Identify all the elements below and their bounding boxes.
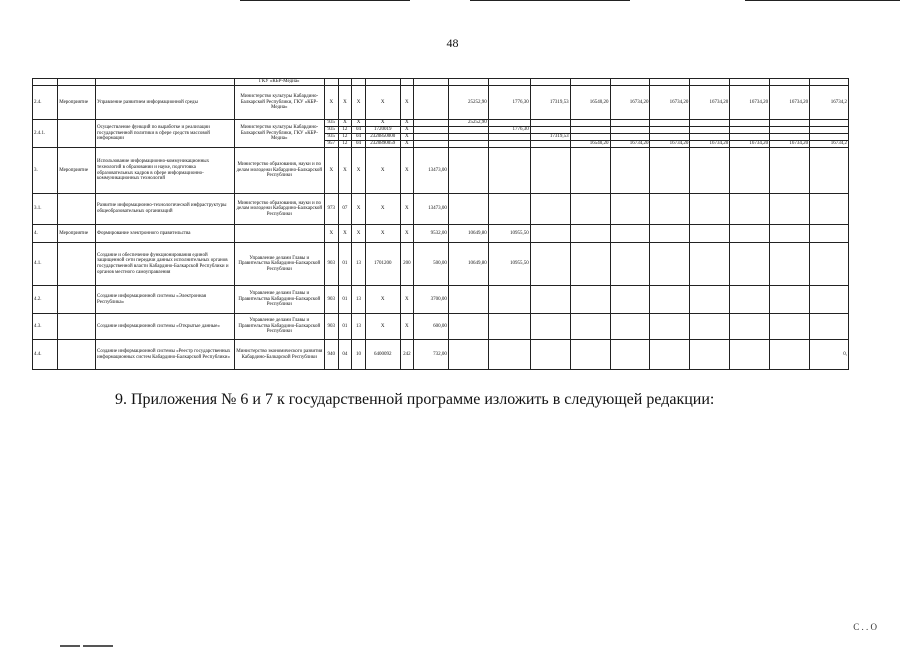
grbs-cell: 973 bbox=[324, 194, 338, 225]
value-cell bbox=[810, 286, 849, 314]
value-cell: 16734,2 bbox=[810, 141, 849, 148]
value-cell: 16734,20 bbox=[730, 141, 770, 148]
row-number-cell: 2.4.1. bbox=[33, 120, 58, 148]
value-cell: 16734,2 bbox=[810, 86, 849, 120]
executor-cell: Управление делами Главы и Правительства Кабардино-Балкарской Республики bbox=[234, 286, 324, 314]
rz-cell: X bbox=[338, 120, 352, 127]
type-cell: Мероприятие bbox=[58, 148, 96, 194]
value-cell: 9532,00 bbox=[414, 225, 449, 243]
name-cell: Создание информационной системы «Открытые данные» bbox=[96, 314, 235, 340]
value-cell bbox=[530, 148, 570, 194]
value-cell bbox=[650, 134, 690, 141]
executor-cell: Управление делами Главы и Правительства Кабардино-Балкарской Республики bbox=[234, 314, 324, 340]
table-row bbox=[33, 79, 849, 86]
grbs-cell: 903 bbox=[324, 243, 338, 286]
rz-cell: 01 bbox=[338, 243, 352, 286]
value-cell bbox=[650, 148, 690, 194]
value-cell bbox=[610, 120, 650, 127]
value-cell bbox=[810, 225, 849, 243]
top-rule-mid bbox=[470, 0, 630, 1]
name-cell: Создание и обеспечение функционирования единой защищенной сети передачи данных исполнительных органов государственной власти Кабардино-Балкарской Республики и органов местного самоуправления bbox=[96, 243, 235, 286]
grbs-cell: 935 bbox=[324, 134, 338, 141]
value-cell bbox=[770, 120, 810, 127]
value-cell: 16734,20 bbox=[770, 86, 810, 120]
value-cell bbox=[414, 141, 449, 148]
executor-cell bbox=[234, 225, 324, 243]
value-cell bbox=[570, 127, 610, 134]
name-cell: Использование информационно-коммуникационных технологий в образовании и науке, подготовка образовательных кадров в сфере информационно-коммуникационных технологий bbox=[96, 148, 235, 194]
table-row bbox=[33, 225, 849, 243]
executor-cell: Управление делами Главы и Правительства Кабардино-Балкарской Республики bbox=[234, 243, 324, 286]
vr-cell: 200 bbox=[400, 243, 414, 286]
pr-cell: X bbox=[352, 225, 366, 243]
type-cell: Мероприятие bbox=[58, 86, 96, 120]
value-cell: 0, bbox=[810, 340, 849, 370]
grbs-cell: 903 bbox=[324, 314, 338, 340]
value-cell: 10649,80 bbox=[448, 243, 488, 286]
csr-cell: 6400092 bbox=[365, 340, 400, 370]
vr-cell: X bbox=[400, 134, 414, 141]
value-cell bbox=[448, 148, 488, 194]
value-cell bbox=[448, 286, 488, 314]
grbs-cell: X bbox=[324, 86, 338, 120]
pr-cell: X bbox=[352, 86, 366, 120]
type-cell bbox=[58, 314, 96, 340]
value-cell bbox=[650, 127, 690, 134]
row-number-cell: 4.4. bbox=[33, 340, 58, 370]
value-cell bbox=[770, 225, 810, 243]
value-cell bbox=[650, 243, 690, 286]
value-cell bbox=[770, 194, 810, 225]
vr-cell: X bbox=[400, 194, 414, 225]
value-cell bbox=[730, 134, 770, 141]
value-cell bbox=[530, 314, 570, 340]
value-cell bbox=[530, 340, 570, 370]
value-cell bbox=[690, 127, 730, 134]
value-cell bbox=[730, 148, 770, 194]
value-cell: 25252,90 bbox=[448, 86, 488, 120]
pr-cell: 13 bbox=[352, 243, 366, 286]
value-cell bbox=[690, 286, 730, 314]
value-cell bbox=[690, 134, 730, 141]
row-number-cell: 4.2. bbox=[33, 286, 58, 314]
value-cell bbox=[530, 141, 570, 148]
value-cell bbox=[448, 194, 488, 225]
value-cell: 1776,30 bbox=[488, 127, 530, 134]
value-cell: 16734,20 bbox=[690, 141, 730, 148]
rz-cell: 01 bbox=[338, 286, 352, 314]
value-cell bbox=[488, 148, 530, 194]
grbs-cell: 957 bbox=[324, 141, 338, 148]
executor-cell: Министерство образования, науки и по делам молодежи Кабардино-Балкарской Республики bbox=[234, 194, 324, 225]
rz-cell: 12 bbox=[338, 141, 352, 148]
value-cell: 13473,00 bbox=[414, 148, 449, 194]
value-cell: 732,00 bbox=[414, 340, 449, 370]
value-cell bbox=[690, 314, 730, 340]
value-cell bbox=[530, 225, 570, 243]
value-cell bbox=[650, 194, 690, 225]
type-cell bbox=[58, 194, 96, 225]
name-cell: Формирование электронного правительства bbox=[96, 225, 235, 243]
value-cell bbox=[610, 148, 650, 194]
type-cell bbox=[58, 243, 96, 286]
executor-cell: ГКУ «КБР-Медиа» bbox=[234, 79, 324, 86]
value-cell bbox=[770, 286, 810, 314]
value-cell: 16734,20 bbox=[690, 86, 730, 120]
vr-cell: X bbox=[400, 120, 414, 127]
csr-cell: X bbox=[365, 148, 400, 194]
pr-cell: X bbox=[352, 120, 366, 127]
vr-cell: 242 bbox=[400, 340, 414, 370]
pr-cell: X bbox=[352, 194, 366, 225]
table-row bbox=[33, 286, 849, 314]
table-row bbox=[33, 120, 849, 127]
value-cell: 3700,00 bbox=[414, 286, 449, 314]
paragraph-text: 9. Приложения № 6 и 7 к государственной программе изложить в следующей редакции: bbox=[115, 391, 715, 408]
pr-cell: 10 bbox=[352, 340, 366, 370]
table-row bbox=[33, 86, 849, 120]
value-cell: 16734,20 bbox=[610, 86, 650, 120]
page-number: 48 bbox=[446, 36, 459, 50]
value-cell: 16734,20 bbox=[650, 86, 690, 120]
value-cell bbox=[414, 134, 449, 141]
value-cell bbox=[448, 134, 488, 141]
top-rule-right bbox=[745, 0, 900, 1]
value-cell bbox=[730, 120, 770, 127]
vr-cell: X bbox=[400, 286, 414, 314]
value-cell: 25252,90 bbox=[448, 120, 488, 127]
rz-cell: 07 bbox=[338, 194, 352, 225]
pr-cell: 04 bbox=[352, 134, 366, 141]
value-cell bbox=[414, 86, 449, 120]
footer-mark: С . . О bbox=[853, 622, 877, 632]
value-cell: 10955,50 bbox=[488, 225, 530, 243]
type-cell: Мероприятие bbox=[58, 225, 96, 243]
value-cell: 10649,80 bbox=[448, 225, 488, 243]
value-cell bbox=[690, 225, 730, 243]
value-cell bbox=[730, 340, 770, 370]
executor-cell: Министерство культуры Кабардино-Балкарской Республики, ГКУ «КБР-Медиа» bbox=[234, 120, 324, 148]
value-cell bbox=[448, 340, 488, 370]
csr-cell: X bbox=[365, 225, 400, 243]
value-cell bbox=[610, 314, 650, 340]
value-cell: 10955,50 bbox=[488, 243, 530, 286]
value-cell: 16734,20 bbox=[770, 141, 810, 148]
value-cell bbox=[650, 314, 690, 340]
value-cell bbox=[610, 134, 650, 141]
value-cell bbox=[770, 340, 810, 370]
csr-cell: X bbox=[365, 314, 400, 340]
row-number-cell: 4.1. bbox=[33, 243, 58, 286]
pr-cell: 04 bbox=[352, 141, 366, 148]
name-cell: Создание информационной системы «Электронная Республика» bbox=[96, 286, 235, 314]
value-cell bbox=[690, 148, 730, 194]
row-number-cell: 4.3. bbox=[33, 314, 58, 340]
rz-cell: X bbox=[338, 86, 352, 120]
top-rule-left bbox=[240, 0, 410, 1]
table-row bbox=[33, 314, 849, 340]
value-cell bbox=[770, 314, 810, 340]
rz-cell: 01 bbox=[338, 314, 352, 340]
value-cell: 600,00 bbox=[414, 314, 449, 340]
grbs-cell: X bbox=[324, 148, 338, 194]
rz-cell: 12 bbox=[338, 134, 352, 141]
executor-cell: Министерство экономического развития Кабардино-Балкарской Республики bbox=[234, 340, 324, 370]
row-number-cell: 3.1. bbox=[33, 194, 58, 225]
value-cell bbox=[810, 314, 849, 340]
type-cell bbox=[58, 286, 96, 314]
value-cell bbox=[810, 127, 849, 134]
name-cell: Развитие информационно-технологической инфраструктуры общеобразовательных организаций bbox=[96, 194, 235, 225]
value-cell bbox=[570, 314, 610, 340]
rz-cell: X bbox=[338, 225, 352, 243]
value-cell bbox=[530, 120, 570, 127]
value-cell: 16540,20 bbox=[570, 86, 610, 120]
value-cell bbox=[570, 286, 610, 314]
value-cell bbox=[570, 148, 610, 194]
value-cell bbox=[488, 286, 530, 314]
vr-cell: X bbox=[400, 86, 414, 120]
type-cell bbox=[58, 340, 96, 370]
value-cell bbox=[690, 194, 730, 225]
name-cell: Осуществление функций по выработке и реализации государственной политики в сфере средств массовой информации bbox=[96, 120, 235, 148]
value-cell bbox=[610, 225, 650, 243]
value-cell bbox=[650, 340, 690, 370]
value-cell bbox=[650, 225, 690, 243]
rz-cell: 04 bbox=[338, 340, 352, 370]
grbs-cell: 903 bbox=[324, 286, 338, 314]
csr-cell: X bbox=[365, 194, 400, 225]
value-cell bbox=[570, 120, 610, 127]
table-body bbox=[33, 79, 849, 370]
vr-cell: X bbox=[400, 141, 414, 148]
value-cell bbox=[414, 127, 449, 134]
grbs-cell: X bbox=[324, 225, 338, 243]
value-cell bbox=[570, 225, 610, 243]
vr-cell: X bbox=[400, 225, 414, 243]
value-cell bbox=[730, 225, 770, 243]
value-cell bbox=[730, 243, 770, 286]
value-cell bbox=[730, 286, 770, 314]
csr-cell: 2320890059 bbox=[365, 141, 400, 148]
value-cell bbox=[730, 314, 770, 340]
value-cell bbox=[530, 243, 570, 286]
value-cell bbox=[570, 134, 610, 141]
name-cell: Управление развитием информационной среды bbox=[96, 86, 235, 120]
vr-cell: X bbox=[400, 314, 414, 340]
csr-cell: X bbox=[365, 86, 400, 120]
value-cell bbox=[610, 286, 650, 314]
table-row bbox=[33, 148, 849, 194]
table-row bbox=[33, 194, 849, 225]
csr-cell: 1720019 bbox=[365, 127, 400, 134]
value-cell bbox=[610, 243, 650, 286]
value-cell: 16734,20 bbox=[730, 86, 770, 120]
value-cell bbox=[488, 314, 530, 340]
program-table bbox=[32, 78, 849, 370]
value-cell bbox=[448, 127, 488, 134]
table-row bbox=[33, 243, 849, 286]
vr-cell: X bbox=[400, 127, 414, 134]
value-cell bbox=[610, 340, 650, 370]
value-cell: 500,00 bbox=[414, 243, 449, 286]
executor-cell: Министерство образования, науки и по делам молодежи Кабардино-Балкарской Республики bbox=[234, 148, 324, 194]
value-cell bbox=[730, 127, 770, 134]
executor-cell: Министерство культуры Кабардино-Балкарской Республики, ГКУ «КБР-Медиа» bbox=[234, 86, 324, 120]
grbs-cell: 935 bbox=[324, 120, 338, 127]
value-cell bbox=[770, 127, 810, 134]
value-cell bbox=[488, 134, 530, 141]
value-cell bbox=[810, 194, 849, 225]
pr-cell: 13 bbox=[352, 314, 366, 340]
value-cell bbox=[488, 194, 530, 225]
type-cell bbox=[58, 120, 96, 148]
rz-cell: 12 bbox=[338, 127, 352, 134]
bottom-cut-text bbox=[60, 634, 130, 640]
value-cell: 13473,00 bbox=[414, 194, 449, 225]
value-cell: 1776,30 bbox=[488, 86, 530, 120]
value-cell bbox=[810, 243, 849, 286]
value-cell bbox=[570, 243, 610, 286]
value-cell: 16734,20 bbox=[610, 141, 650, 148]
value-cell bbox=[770, 134, 810, 141]
value-cell bbox=[488, 141, 530, 148]
value-cell bbox=[488, 120, 530, 127]
value-cell bbox=[414, 120, 449, 127]
csr-cell: 2320850000 bbox=[365, 134, 400, 141]
row-number-cell: 3. bbox=[33, 148, 58, 194]
value-cell bbox=[810, 148, 849, 194]
value-cell: 17319,53 bbox=[530, 134, 570, 141]
pr-cell: X bbox=[352, 148, 366, 194]
value-cell bbox=[530, 194, 570, 225]
value-cell bbox=[650, 120, 690, 127]
value-cell bbox=[530, 286, 570, 314]
pr-cell: 04 bbox=[352, 127, 366, 134]
value-cell bbox=[610, 127, 650, 134]
rz-cell: X bbox=[338, 148, 352, 194]
value-cell bbox=[770, 243, 810, 286]
value-cell: 17319,53 bbox=[530, 86, 570, 120]
value-cell bbox=[448, 314, 488, 340]
csr-cell: X bbox=[365, 120, 400, 127]
value-cell bbox=[488, 340, 530, 370]
value-cell bbox=[690, 243, 730, 286]
value-cell bbox=[570, 340, 610, 370]
row-number-cell: 4. bbox=[33, 225, 58, 243]
csr-cell: 1701200 bbox=[365, 243, 400, 286]
pr-cell: 13 bbox=[352, 286, 366, 314]
grbs-cell: 935 bbox=[324, 127, 338, 134]
value-cell bbox=[690, 340, 730, 370]
grbs-cell: 940 bbox=[324, 340, 338, 370]
row-number-cell: 2.4. bbox=[33, 86, 58, 120]
value-cell bbox=[650, 286, 690, 314]
value-cell bbox=[810, 120, 849, 127]
table-row bbox=[33, 340, 849, 370]
value-cell bbox=[448, 141, 488, 148]
value-cell bbox=[610, 194, 650, 225]
vr-cell: X bbox=[400, 148, 414, 194]
value-cell: 16734,20 bbox=[650, 141, 690, 148]
name-cell: Создание информационной системы «Реестр государственных информационных систем Кабардино-Балкарской Республики» bbox=[96, 340, 235, 370]
value-cell bbox=[810, 134, 849, 141]
value-cell bbox=[730, 194, 770, 225]
value-cell bbox=[770, 148, 810, 194]
value-cell bbox=[570, 194, 610, 225]
csr-cell: X bbox=[365, 286, 400, 314]
value-cell bbox=[530, 127, 570, 134]
value-cell: 16540,20 bbox=[570, 141, 610, 148]
value-cell bbox=[690, 120, 730, 127]
